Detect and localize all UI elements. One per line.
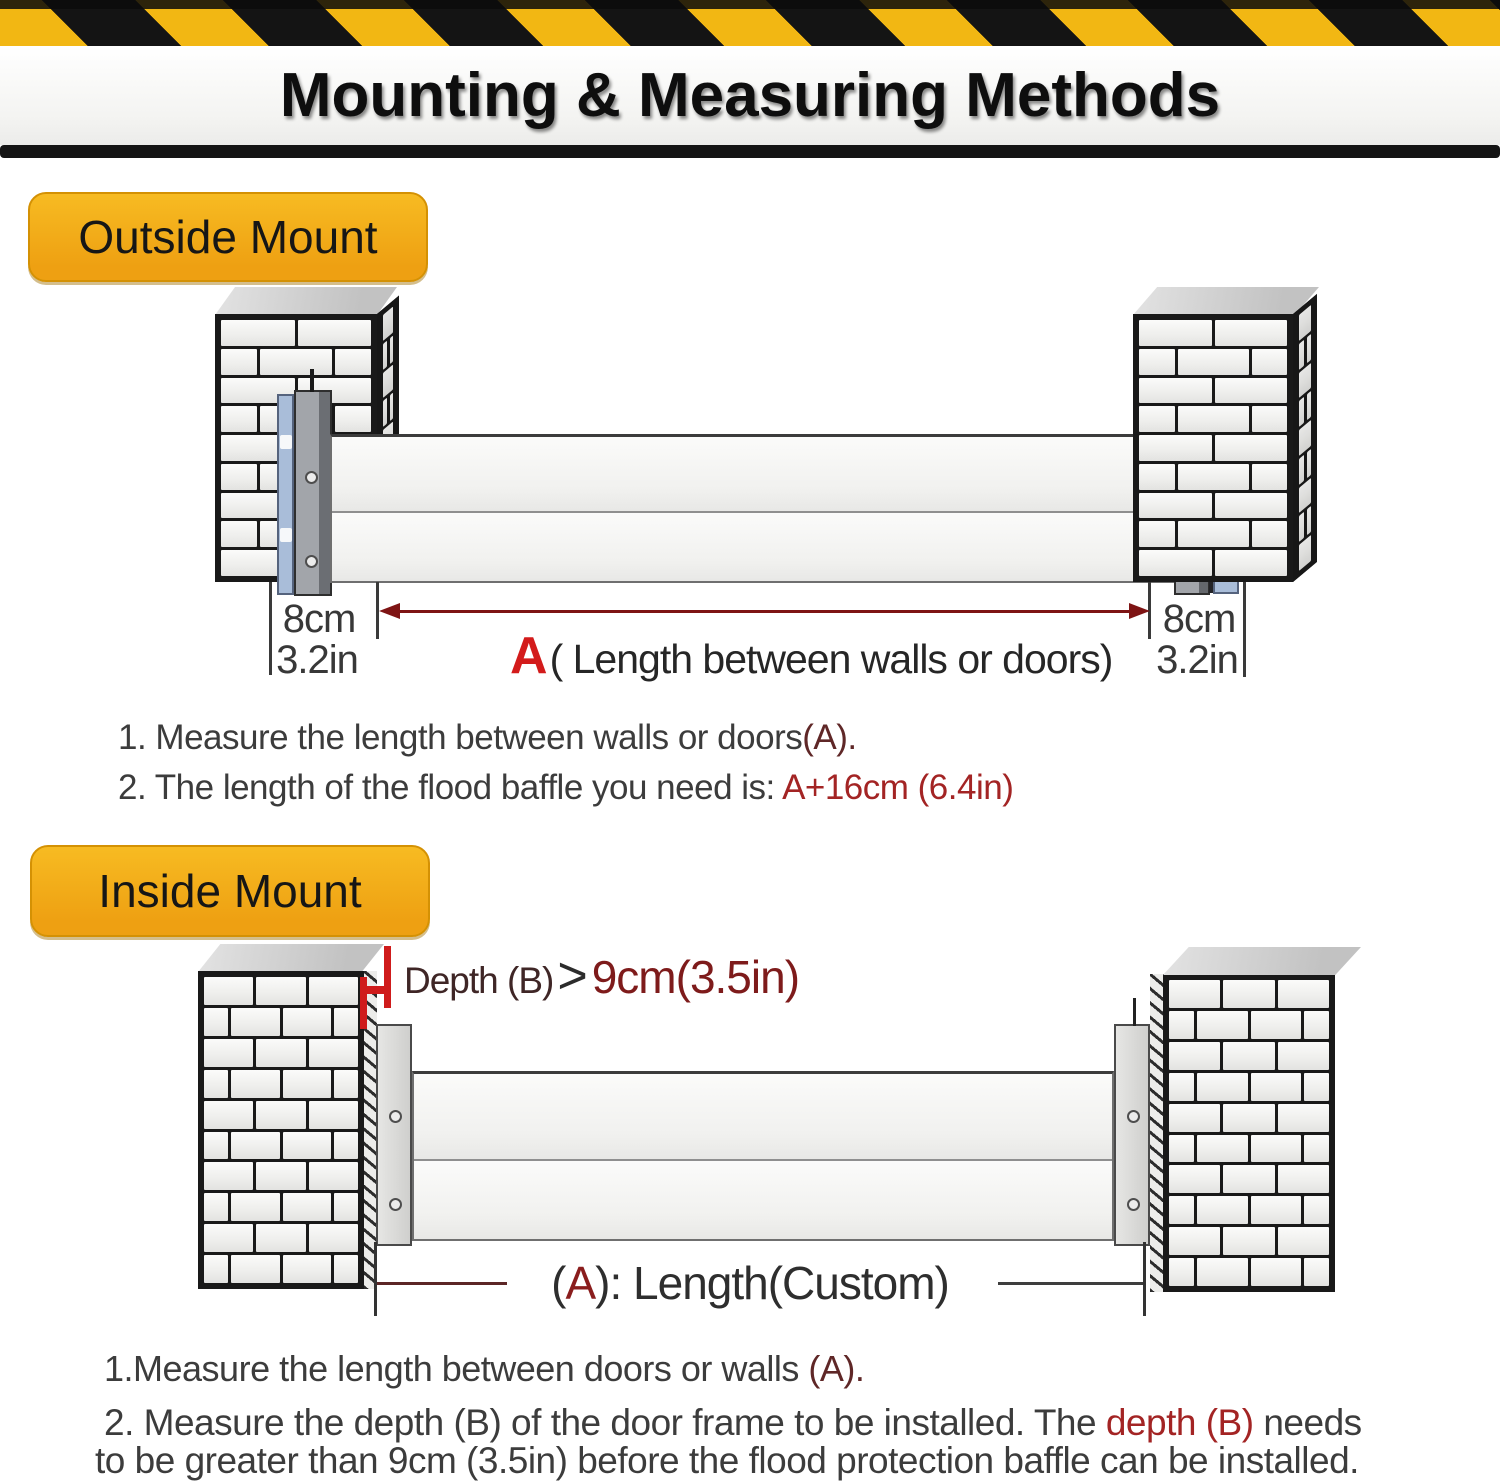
inside-mount-badge xyxy=(30,845,430,937)
inside-left-pillar-cap xyxy=(198,944,384,972)
seal-notch xyxy=(280,435,292,449)
depth-annotation xyxy=(404,946,799,1006)
outside-right-pillar-cap xyxy=(1133,287,1319,315)
dim-tick xyxy=(1143,1242,1146,1316)
dim-arrow-right-icon xyxy=(1129,603,1150,619)
dim-arrow-left-icon xyxy=(379,603,400,619)
baffle-plank-bottom xyxy=(332,513,1189,581)
inside-left-pillar-front xyxy=(198,971,364,1289)
left-offset-cm: 8cm xyxy=(282,597,356,641)
screw-icon xyxy=(305,471,318,484)
inside-step-2-em: depth (B) xyxy=(1105,1402,1254,1443)
outside-flood-baffle xyxy=(330,434,1191,583)
outside-left-channel xyxy=(294,390,332,596)
outside-right-pillar-front xyxy=(1133,314,1293,582)
length-a-letter: A xyxy=(510,627,548,685)
length-custom-annotation xyxy=(510,1256,990,1310)
outside-mount-badge xyxy=(28,192,428,282)
outside-step-1-em: (A). xyxy=(802,718,857,757)
inside-flood-baffle xyxy=(412,1071,1114,1241)
left-offset-in: 3.2in xyxy=(276,638,358,682)
hazard-tape-top-shade xyxy=(0,0,1500,9)
dim-arrow-shaft xyxy=(398,610,1130,613)
inside-step-2-post: needs xyxy=(1253,1402,1362,1443)
outside-step-1-text: 1. Measure the length between walls or doors xyxy=(118,718,803,757)
dim-line xyxy=(377,1282,507,1285)
depth-label: Depth (B) xyxy=(404,960,554,1001)
depth-bracket-icon xyxy=(384,946,391,1008)
inside-right-pillar-cap xyxy=(1163,947,1361,975)
dim-line xyxy=(998,1282,1144,1285)
outside-left-seal-strip xyxy=(277,394,294,595)
inside-step-1 xyxy=(104,1348,864,1390)
inside-right-pillar-edge xyxy=(1150,974,1163,1292)
inside-left-channel xyxy=(376,1024,412,1246)
inside-step-2-line-1 xyxy=(104,1402,1362,1444)
paren-open: ( xyxy=(551,1257,566,1309)
screw-icon xyxy=(1127,1198,1140,1211)
screw-icon xyxy=(389,1198,402,1211)
inside-mount-badge-label: Inside Mount xyxy=(98,865,362,917)
page-title: Mounting & Measuring Methods xyxy=(279,61,1221,130)
header-divider-bar xyxy=(0,145,1500,158)
depth-bracket-icon xyxy=(360,977,367,1029)
outside-step-2-em: A+16cm (6.4in) xyxy=(782,768,1014,807)
length-a-text: ( Length between walls or doors) xyxy=(549,636,1113,682)
baffle-plank-bottom xyxy=(414,1161,1112,1239)
outside-left-pin xyxy=(310,369,314,392)
right-offset-in: 3.2in xyxy=(1156,638,1238,682)
outside-left-pillar-cap xyxy=(215,287,397,315)
length-a-letter: A xyxy=(565,1257,596,1309)
greater-than-sign: > xyxy=(557,947,588,1005)
outside-right-pillar-side xyxy=(1293,294,1317,582)
inside-step-2-text: 2. Measure the depth (B) of the door frame to be installed. The xyxy=(104,1402,1106,1443)
right-offset-cm: 8cm xyxy=(1162,597,1236,641)
inside-step-1-text: 1.Measure the length between doors or walls xyxy=(104,1348,809,1389)
inside-step-2-line-2: to be greater than 9cm (3.5in) before the flood protection baffle can be installed. xyxy=(95,1440,1359,1481)
length-a-annotation xyxy=(510,626,1112,686)
inside-right-channel xyxy=(1114,1024,1150,1246)
outside-mount-badge-label: Outside Mount xyxy=(78,211,378,263)
depth-bracket-icon xyxy=(360,986,391,994)
inside-right-pin xyxy=(1133,998,1136,1026)
outside-step-1 xyxy=(118,718,857,758)
seal-notch xyxy=(280,528,292,542)
length-custom-text: ): Length(Custom) xyxy=(595,1257,949,1309)
outside-step-2-text: 2. The length of the flood baffle you need is: xyxy=(118,768,783,807)
screw-icon xyxy=(1127,1110,1140,1123)
baffle-plank-top xyxy=(414,1074,1112,1161)
outside-step-2 xyxy=(118,768,1013,808)
inside-step-1-em: (A). xyxy=(808,1348,865,1389)
dim-tick xyxy=(374,1242,377,1316)
baffle-plank-top xyxy=(332,437,1189,513)
screw-icon xyxy=(389,1110,402,1123)
title-strip xyxy=(0,46,1500,145)
screw-icon xyxy=(305,555,318,568)
depth-value: 9cm(3.5in) xyxy=(591,951,800,1003)
inside-right-pillar-front xyxy=(1163,974,1335,1292)
